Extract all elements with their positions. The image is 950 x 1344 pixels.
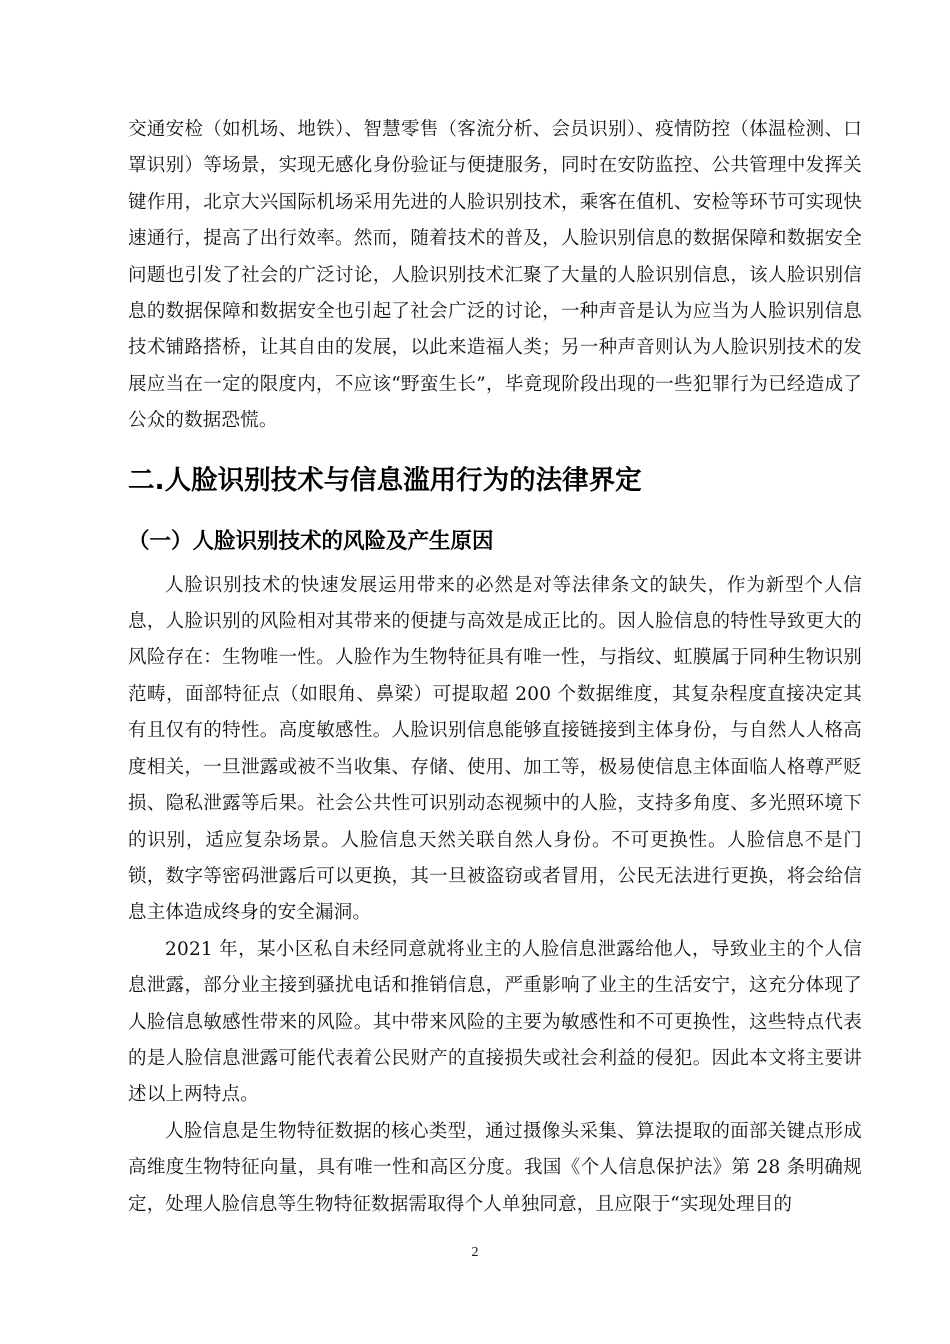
body-paragraph-risk: 人脸识别技术的快速发展运用带来的必然是对等法律条文的缺失，作为新型个人信息，人脸识别的风险相对其带来的便捷与高效是成正比的。因人脸信息的特性导致更大的风险存在：生物唯一性。人脸作为生物特征具有唯一性，与指纹、虹膜属于同种生物识别范畴，面部特征点（如眼角、鼻梁）可提取超 200 个数据维度，其复杂程度直接决定其有且仅有的特性。高度敏感性。人脸识别信息能够直接链接到主体身份，与自然人人格高度相关，一旦泄露或被不当收集、存储、使用、加工等，极易使信息主体面临人格尊严贬损、隐私泄露等后果。社会公共性可识别动态视频中的人脸，支持多角度、多光照环境下的识别，适应复杂场景。人脸信息天然关联自然人身份。不可更换性。人脸信息不是门锁，数字等密码泄露后可以更换，其一旦被盗窃或者冒用，公民无法进行更换，将会给信息主体造成终身的安全漏洞。 [128,574,862,924]
intro-paragraph: 交通安检（如机场、地铁）、智慧零售（客流分析、会员识别）、疫情防控（体温检测、口罩识别）等场景，实现无感化身份验证与便捷服务，同时在安防监控、公共管理中发挥关键作用，北京大兴国际机场采用先进的人脸识别技术，乘客在值机、安检等环节可实现快速通行，提高了出行效率。然而，随着技术的普及，人脸识别信息的数据保障和数据安全问题也引发了社会的广泛讨论，人脸识别技术汇聚了大量的人脸识别信息，该人脸识别信息的数据保障和数据安全也引起了社会广泛的讨论，一种声音是认为应当为人脸识别信息技术铺路搭桥，让其自由的发展，以此来造福人类；另一种声音则认为人脸识别技术的发展应当在一定的限度内，不应该“野蛮生长”，毕竟现阶段出现的一些犯罪行为已经造成了公众的数据恐慌。 [128,119,862,432]
document-body [128,112,862,1223]
body-paragraph-case: 2021 年，某小区私自未经同意就将业主的人脸信息泄露给他人，导致业主的个人信息泄露，部分业主接到骚扰电话和推销信息，严重影响了业主的生活安宁，这充分体现了人脸信息敏感性带来的风险。其中带来风险的主要为敏感性和不可更换性，这些特点代表的是人脸信息泄露可能代表着公民财产的直接损失或社会利益的侵犯。因此本文将主要讲述以上两特点。 [128,938,862,1106]
subsection-heading: （一）人脸识别技术的风险及产生原因 [128,528,494,554]
section-heading: 二.人脸识别技术与信息滥用行为的法律界定 [128,464,642,496]
page-number: 2 [471,1245,479,1260]
body-paragraph-law: 人脸信息是生物特征数据的核心类型，通过摄像头采集、算法提取的面部关键点形成高维度生物特征向量，具有唯一性和高区分度。我国《个人信息保护法》第 28 条明确规定，处理人脸信息等生物特征数据需取得个人单独同意，且应限于“实现处理目的 [128,1120,862,1215]
